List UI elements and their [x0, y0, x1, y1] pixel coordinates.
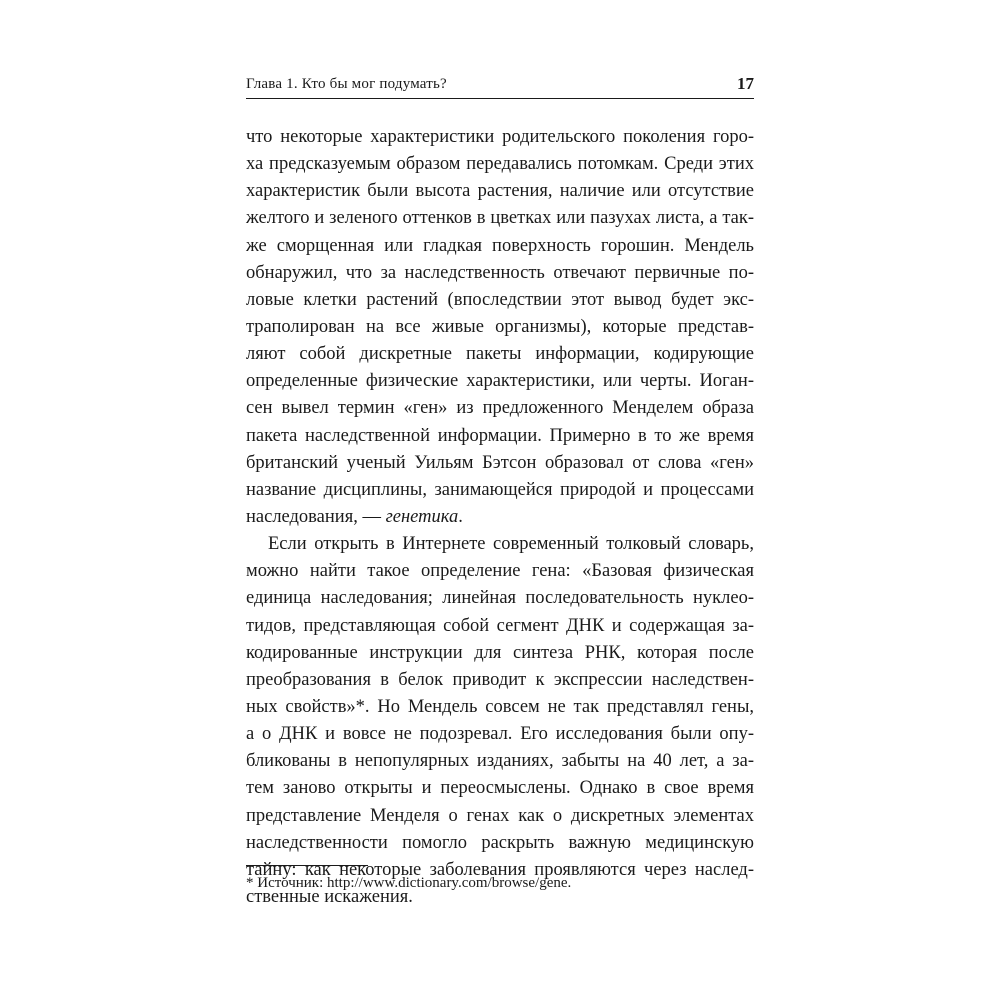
text-line: кодированные инструкции для синтеза РНК, которая после: [246, 642, 754, 663]
text-line: траполирован на все живые организмы), которые представ-: [246, 316, 754, 337]
text-line: а о ДНК и вовсе не подозревал. Его исследования были опу-: [246, 724, 754, 745]
text-line: ляют собой дискретные пакеты информации, кодирующие: [246, 344, 754, 365]
text-line-last: [246, 504, 754, 531]
text-line: тайну: как некоторые заболевания проявляются через наслед-: [246, 859, 754, 880]
text-line: тем заново открыты и переосмыслены. Однако в свое время: [246, 778, 754, 799]
text-line: единица наследования; линейная последовательность нуклео-: [246, 588, 754, 609]
text-line: тидов, представляющая собой сегмент ДНК и содержащая за-: [246, 615, 754, 636]
header-rule: [246, 98, 754, 99]
text-line: желтого и зеленого оттенков в цветках или пазухах листа, а так-: [246, 208, 754, 229]
text-line: название дисциплины, занимающейся природой и процессами: [246, 479, 754, 500]
text-line: определенные физические характеристики, или черты. Иоган-: [246, 371, 754, 392]
paragraph-1: [246, 124, 754, 531]
text-line: британский ученый Уильям Бэтсон образовал от слова «ген»: [246, 452, 754, 473]
text-line: что некоторые характеристики родительского поколения горо-: [246, 127, 754, 147]
text-line: же сморщенная или гладкая поверхность горошин. Мендель: [246, 235, 754, 256]
text-line: ха предсказуемым образом передавались потомкам. Среди этих: [246, 154, 754, 175]
text-line: преобразования в белок приводит к экспрессии наследствен-: [246, 669, 754, 690]
text-line: ных свойств»*. Но Мендель совсем не так представлял гены,: [246, 696, 754, 717]
text-line: обнаружил, что за наследственность отвечают первичные по-: [246, 262, 754, 283]
italic-term: генетика: [385, 506, 459, 527]
page-number: 17: [737, 74, 754, 93]
text-line: сен вывел термин «ген» из предложенного Менделем образа: [246, 398, 754, 419]
footnote-rule: [246, 865, 368, 866]
text-fragment: наследования, —: [246, 506, 386, 527]
text-line-first: Если открыть в Интернете современный толковый словарь,: [268, 534, 754, 555]
text-line: ловые клетки растений (впоследствии этот вывод будет экс-: [246, 289, 754, 310]
text-line: бликованы в непопулярных изданиях, забыты на 40 лет, а за-: [246, 751, 754, 772]
body-text: [246, 124, 754, 911]
text-line: характеристик были высота растения, наличие или отсутствие: [246, 181, 754, 202]
running-head: [246, 76, 754, 98]
text-fragment: .: [458, 506, 463, 527]
text-line: можно найти такое определение гена: «Базовая физическая: [246, 561, 754, 582]
text-line: представление Менделя о генах как о дискретных элементах: [246, 805, 754, 826]
text-line: наследственности помогло раскрыть важную медицинскую: [246, 832, 754, 853]
footnote: * Источник: http://www.dictionary.com/browse/gene.: [246, 875, 572, 891]
chapter-title: Глава 1. Кто бы мог подумать?: [246, 76, 447, 92]
text-line-last: ственные искажения.: [246, 886, 413, 907]
text-line: пакета наследственной информации. Примерно в то же время: [246, 425, 754, 446]
paragraph-2: [246, 531, 754, 911]
